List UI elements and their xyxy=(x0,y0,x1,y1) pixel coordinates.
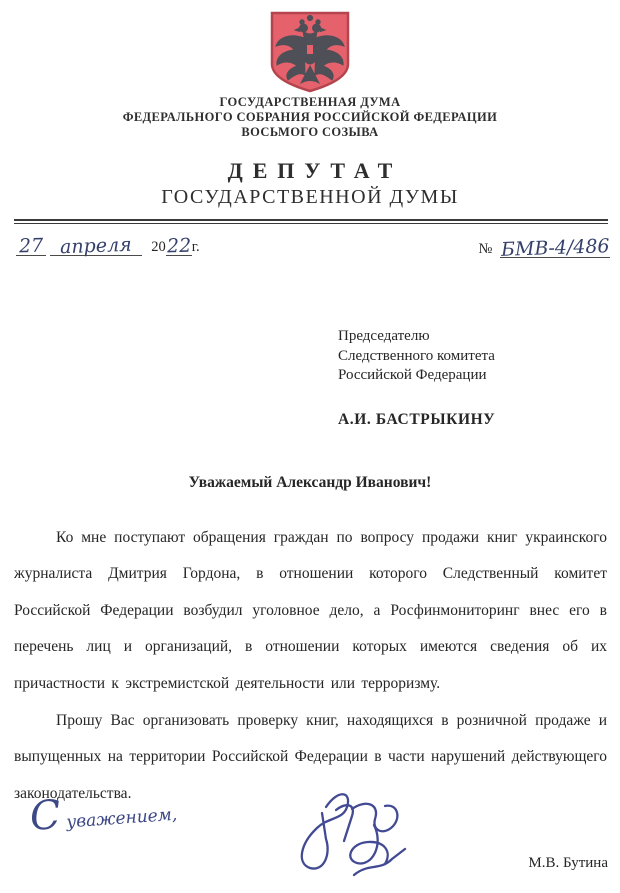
signatory-name: М.В. Бутина xyxy=(528,855,608,871)
date-day-handwritten: 27 xyxy=(18,234,44,258)
coat-of-arms-icon xyxy=(0,9,620,100)
signature-autograph-icon xyxy=(286,783,426,888)
body-paragraph-2: Прошу Вас организовать проверку книг, находящихся в розничной продаже и выпущенных на территории Российской Федерации в части нарушений действующего законодательства. xyxy=(14,711,607,802)
letterhead-org xyxy=(0,95,620,140)
letterhead-title: ДЕПУТАТ xyxy=(227,158,403,183)
org-line-3: ВОСЬМОГО СОЗЫВА xyxy=(241,125,379,139)
body-paragraph-1: Ко мне поступают обращения граждан по вопросу продажи книг украинского журналиста Дмитрия Гордона, в отношении которого Следственный комитет Российской Федерации возбудил уголовное дело, а Росфинмониторинг внес его в перечень лиц и организаций, в отношении которых имеются сведения об их причастности к экстремистской деятельности или терроризму. xyxy=(14,528,607,692)
addressee-line-3: Российской Федерации xyxy=(338,367,487,383)
closing-handwritten: С уважением, xyxy=(28,791,178,840)
date-month-blank xyxy=(50,233,142,259)
salutation: Уважаемый Александр Иванович! xyxy=(188,474,432,491)
addressee-name: А.И. БАСТРЫКИНУ xyxy=(338,411,496,428)
date-suffix: г. xyxy=(191,239,200,255)
letterhead-subtitle: ГОСУДАРСТВЕННОЙ ДУМЫ xyxy=(161,186,459,208)
org-line-2: ФЕДЕРАЛЬНОГО СОБРАНИЯ РОССИЙСКОЙ ФЕДЕРАЦИИ xyxy=(122,110,498,124)
number-label: № xyxy=(478,241,493,257)
date-line xyxy=(16,233,200,259)
addressee-line-2: Следственного комитета xyxy=(338,347,495,364)
org-line-1: ГОСУДАРСТВЕННАЯ ДУМА xyxy=(219,95,401,109)
addressee-block xyxy=(338,327,495,386)
double-rule-divider xyxy=(14,219,608,224)
reference-number-line xyxy=(478,235,610,261)
date-day-blank xyxy=(16,236,46,256)
number-handwritten: БМВ-4/486 xyxy=(500,235,610,261)
date-year-handwritten: 22 xyxy=(166,234,192,258)
date-year-blank xyxy=(166,236,192,256)
addressee-line-1: Председателю xyxy=(338,328,430,344)
date-century-printed: 20 xyxy=(151,239,166,255)
number-blank xyxy=(500,235,610,261)
date-month-handwritten: апреля xyxy=(59,233,132,259)
